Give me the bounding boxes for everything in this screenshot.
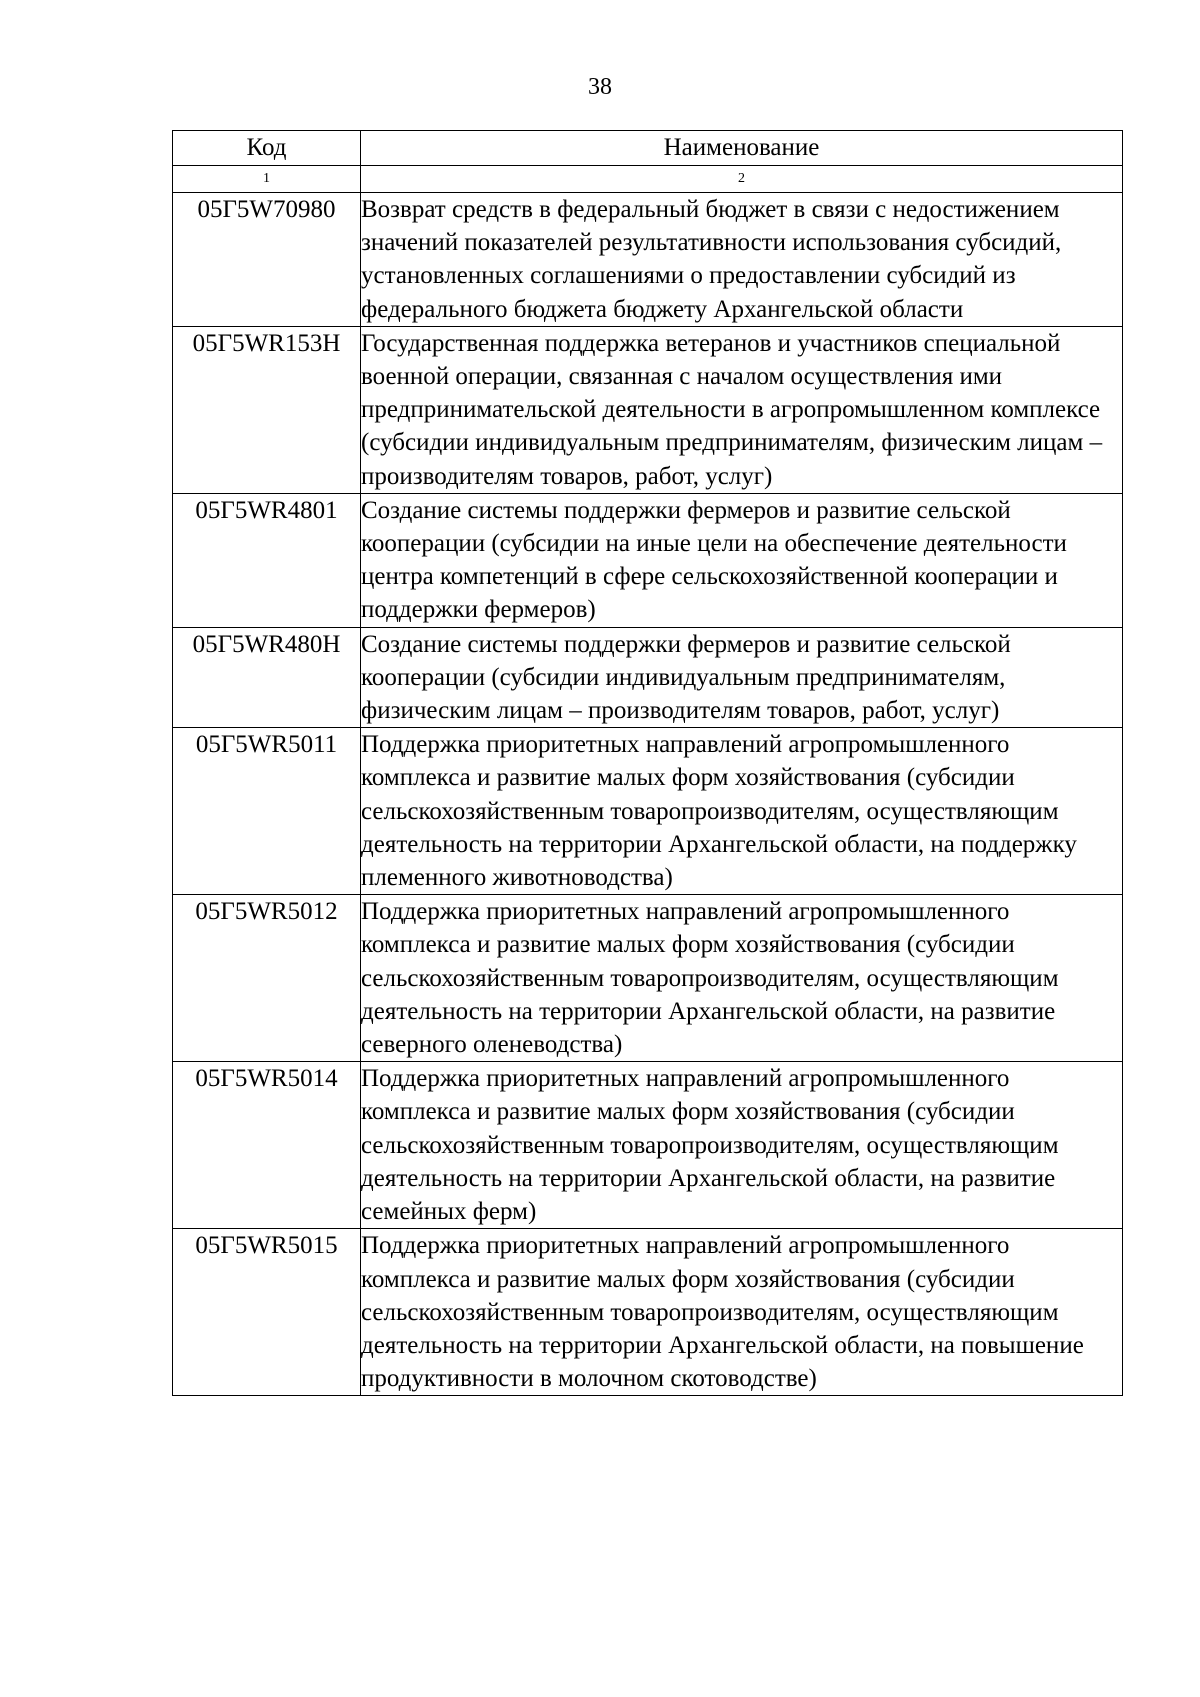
row-name: Создание системы поддержки фермеров и развитие сельской кооперации (субсидии на иные цели на обеспечение деятельности центра компетенций в сфере сельскохозяйственной кооперации и поддержки фермеров) <box>361 493 1123 627</box>
row-code: 05Г5WR153Н <box>173 326 361 493</box>
table-row <box>173 1229 1123 1396</box>
table-row <box>173 326 1123 493</box>
row-code: 05Г5WR4801 <box>173 493 361 627</box>
table-row <box>173 493 1123 627</box>
header-name: Наименование <box>361 131 1123 166</box>
row-code: 05Г5WR5011 <box>173 728 361 895</box>
row-code: 05Г5WR480Н <box>173 627 361 728</box>
row-code: 05Г5W70980 <box>173 193 361 327</box>
column-number-1: 1 <box>173 166 361 193</box>
row-name: Поддержка приоритетных направлений агропромышленного комплекса и развитие малых форм хозяйствования (субсидии сельскохозяйственным товаропроизводителям, осуществляющим деятельность на территории Архангельской области, на развитие семейных ферм) <box>361 1062 1123 1229</box>
budget-code-table <box>172 130 1123 1396</box>
row-code: 05Г5WR5012 <box>173 895 361 1062</box>
column-number-row <box>173 166 1123 193</box>
table-row <box>173 1062 1123 1229</box>
header-code: Код <box>173 131 361 166</box>
table-header-row <box>173 131 1123 166</box>
row-name: Поддержка приоритетных направлений агропромышленного комплекса и развитие малых форм хозяйствования (субсидии сельскохозяйственным товаропроизводителям, осуществляющим деятельность на территории Архангельской области, на поддержку племенного животноводства) <box>361 728 1123 895</box>
row-code: 05Г5WR5014 <box>173 1062 361 1229</box>
row-name: Возврат средств в федеральный бюджет в связи с недостижением значений показателей результативности использования субсидий, установленных соглашениями о предоставлении субсидий из федерального бюджета бюджету Архангельской области <box>361 193 1123 327</box>
column-number-2: 2 <box>361 166 1123 193</box>
page-number: 38 <box>588 74 612 100</box>
table-row <box>173 895 1123 1062</box>
row-name: Поддержка приоритетных направлений агропромышленного комплекса и развитие малых форм хозяйствования (субсидии сельскохозяйственным товаропроизводителям, осуществляющим деятельность на территории Архангельской области, на развитие северного оленеводства) <box>361 895 1123 1062</box>
table-row <box>173 627 1123 728</box>
row-name: Государственная поддержка ветеранов и участников специальной военной операции, связанная с началом осуществления ими предпринимательской деятельности в агропромышленном комплексе (субсидии индивидуальным предпринимателям, физическим лицам – производителям товаров, работ, услуг) <box>361 326 1123 493</box>
table-row <box>173 193 1123 327</box>
row-code: 05Г5WR5015 <box>173 1229 361 1396</box>
row-name: Создание системы поддержки фермеров и развитие сельской кооперации (субсидии индивидуальным предпринимателям, физическим лицам – производителям товаров, работ, услуг) <box>361 627 1123 728</box>
table-row <box>173 728 1123 895</box>
row-name: Поддержка приоритетных направлений агропромышленного комплекса и развитие малых форм хозяйствования (субсидии сельскохозяйственным товаропроизводителям, осуществляющим деятельность на территории Архангельской области, на повышение продуктивности в молочном скотоводстве) <box>361 1229 1123 1396</box>
